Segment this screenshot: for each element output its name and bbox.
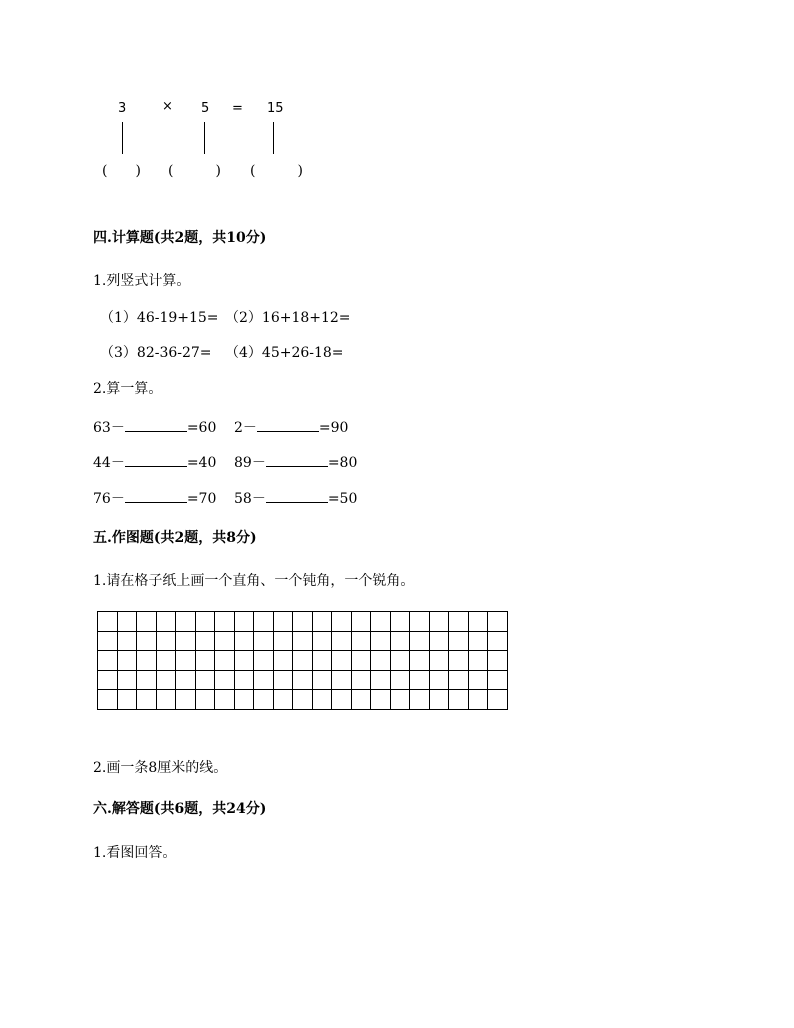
grid-cell[interactable]	[98, 612, 118, 632]
grid-cell[interactable]	[195, 651, 215, 671]
grid-cell[interactable]	[98, 631, 118, 651]
grid-cell[interactable]	[371, 690, 391, 710]
calc-item-2: （2）16+18+12=	[225, 310, 351, 326]
grid-cell[interactable]	[234, 670, 254, 690]
fill-right: =80	[327, 455, 358, 471]
grid-cell[interactable]	[312, 690, 332, 710]
factor-a: 3	[118, 101, 127, 116]
grid-row	[98, 612, 508, 632]
grid-cell[interactable]	[410, 631, 430, 651]
grid-cell[interactable]	[117, 690, 137, 710]
grid-cell[interactable]	[234, 651, 254, 671]
grid-cell[interactable]	[371, 631, 391, 651]
grid-cell[interactable]	[449, 612, 469, 632]
grid-cell[interactable]	[117, 670, 137, 690]
grid-cell[interactable]	[273, 651, 293, 671]
grid-cell[interactable]	[312, 670, 332, 690]
grid-cell[interactable]	[137, 651, 157, 671]
answer-paren-3[interactable]: ( )	[250, 163, 303, 179]
section4-heading: 四.计算题(共2题，共10分)	[93, 230, 267, 246]
grid-cell[interactable]	[293, 690, 313, 710]
grid-cell[interactable]	[468, 612, 488, 632]
grid-cell[interactable]	[254, 670, 274, 690]
grid-cell[interactable]	[254, 651, 274, 671]
answer-paren-2[interactable]: ( )	[168, 163, 221, 179]
grid-cell[interactable]	[468, 690, 488, 710]
grid-cell[interactable]	[410, 670, 430, 690]
calc-item-3: （3）82-36-27=	[100, 345, 212, 361]
grid-cell[interactable]	[488, 670, 508, 690]
grid-cell[interactable]	[273, 690, 293, 710]
grid-cell[interactable]	[215, 690, 235, 710]
grid-cell[interactable]	[351, 670, 371, 690]
fill-blank[interactable]	[125, 419, 187, 432]
section6-heading: 六.解答题(共6题，共24分)	[93, 801, 267, 817]
fill-blank[interactable]	[125, 454, 187, 467]
fill-left: 58－	[234, 491, 266, 507]
grid-cell[interactable]	[156, 651, 176, 671]
grid-cell[interactable]	[312, 612, 332, 632]
grid-cell[interactable]	[332, 690, 352, 710]
grid-cell[interactable]	[468, 651, 488, 671]
grid-cell[interactable]	[176, 670, 196, 690]
grid-cell[interactable]	[351, 690, 371, 710]
fill-item	[93, 490, 216, 506]
grid-cell[interactable]	[429, 690, 449, 710]
answer-paren-1[interactable]: ( )	[102, 163, 141, 179]
grid-cell[interactable]	[371, 670, 391, 690]
grid-cell[interactable]	[254, 631, 274, 651]
grid-cell[interactable]	[176, 631, 196, 651]
grid-cell[interactable]	[332, 612, 352, 632]
grid-cell[interactable]	[98, 690, 118, 710]
section4-q2-title: 2.算一算。	[93, 381, 163, 397]
fill-item	[93, 419, 216, 435]
fill-left: 76－	[93, 491, 125, 507]
fill-left: 89－	[234, 455, 266, 471]
fill-blank[interactable]	[257, 419, 319, 432]
grid-cell[interactable]	[195, 612, 215, 632]
section4-q1-title: 1.列竖式计算。	[93, 273, 191, 289]
factor-b: 5	[201, 101, 210, 116]
grid-cell[interactable]	[449, 690, 469, 710]
grid-cell[interactable]	[390, 612, 410, 632]
grid-cell[interactable]	[429, 631, 449, 651]
grid-cell[interactable]	[390, 690, 410, 710]
grid-cell[interactable]	[117, 631, 137, 651]
grid-cell[interactable]	[390, 631, 410, 651]
grid-cell[interactable]	[117, 651, 137, 671]
grid-cell[interactable]	[371, 651, 391, 671]
grid-cell[interactable]	[137, 631, 157, 651]
section6-q1: 1.看图回答。	[93, 845, 177, 861]
connector-line-b	[204, 122, 205, 154]
grid-cell[interactable]	[488, 631, 508, 651]
grid-cell[interactable]	[176, 612, 196, 632]
times-sign: ×	[162, 99, 173, 114]
grid-row	[98, 670, 508, 690]
grid-cell[interactable]	[176, 651, 196, 671]
product-c: 15	[267, 101, 284, 116]
grid-paper[interactable]	[97, 611, 508, 710]
grid-cell[interactable]	[254, 690, 274, 710]
section5-q1: 1.请在格子纸上画一个直角、一个钝角，一个锐角。	[93, 573, 415, 589]
grid-cell[interactable]	[195, 690, 215, 710]
grid-cell[interactable]	[156, 631, 176, 651]
grid-cell[interactable]	[332, 670, 352, 690]
grid-cell[interactable]	[488, 651, 508, 671]
grid-cell[interactable]	[215, 612, 235, 632]
fill-blank[interactable]	[266, 454, 328, 467]
grid-cell[interactable]	[98, 651, 118, 671]
grid-cell[interactable]	[312, 651, 332, 671]
grid-cell[interactable]	[293, 670, 313, 690]
grid-cell[interactable]	[156, 612, 176, 632]
fill-item	[234, 419, 348, 435]
grid-cell[interactable]	[293, 612, 313, 632]
grid-cell[interactable]	[488, 612, 508, 632]
fill-item	[234, 490, 357, 506]
fill-left: 63－	[93, 420, 125, 436]
grid-cell[interactable]	[137, 670, 157, 690]
grid-cell[interactable]	[410, 690, 430, 710]
grid-cell[interactable]	[98, 670, 118, 690]
grid-cell[interactable]	[390, 670, 410, 690]
fill-blank[interactable]	[125, 490, 187, 503]
grid-cell[interactable]	[273, 631, 293, 651]
grid-cell[interactable]	[449, 670, 469, 690]
grid-cell[interactable]	[137, 690, 157, 710]
grid-cell[interactable]	[332, 631, 352, 651]
fill-right: =60	[186, 420, 217, 436]
grid-cell[interactable]	[215, 631, 235, 651]
grid-cell[interactable]	[390, 651, 410, 671]
grid-cell[interactable]	[312, 631, 332, 651]
grid-cell[interactable]	[273, 670, 293, 690]
fill-item	[234, 454, 357, 470]
grid-cell[interactable]	[429, 612, 449, 632]
grid-cell[interactable]	[332, 651, 352, 671]
grid-cell[interactable]	[234, 631, 254, 651]
grid-cell[interactable]	[273, 612, 293, 632]
grid-cell[interactable]	[156, 670, 176, 690]
grid-cell[interactable]	[215, 670, 235, 690]
calc-item-4: （4）45+26-18=	[225, 345, 344, 361]
fill-left: 2－	[234, 420, 257, 436]
grid-cell[interactable]	[429, 651, 449, 671]
fill-left: 44－	[93, 455, 125, 471]
connector-line-a	[122, 122, 123, 154]
grid-row	[98, 631, 508, 651]
grid-cell[interactable]	[195, 670, 215, 690]
grid-cell[interactable]	[429, 670, 449, 690]
grid-cell[interactable]	[117, 612, 137, 632]
grid-cell[interactable]	[449, 631, 469, 651]
section5-q2: 2.画一条8厘米的线。	[93, 760, 228, 776]
grid-cell[interactable]	[410, 651, 430, 671]
grid-cell[interactable]	[351, 651, 371, 671]
grid-cell[interactable]	[234, 612, 254, 632]
fill-right: =90	[318, 420, 349, 436]
grid-row	[98, 690, 508, 710]
grid-cell[interactable]	[351, 612, 371, 632]
calc-item-1: （1）46-19+15=	[100, 310, 219, 326]
section5-heading: 五.作图题(共2题，共8分)	[93, 530, 257, 546]
grid-cell[interactable]	[468, 670, 488, 690]
grid-cell[interactable]	[137, 612, 157, 632]
connector-line-c	[273, 122, 274, 154]
grid-cell[interactable]	[234, 690, 254, 710]
grid-cell[interactable]	[293, 631, 313, 651]
fill-item	[93, 454, 216, 470]
grid-cell[interactable]	[449, 651, 469, 671]
fill-right: =70	[186, 491, 217, 507]
grid-cell[interactable]	[468, 631, 488, 651]
grid-cell[interactable]	[254, 612, 274, 632]
grid-cell[interactable]	[351, 631, 371, 651]
grid-cell[interactable]	[176, 690, 196, 710]
grid-cell[interactable]	[293, 651, 313, 671]
equals-sign: =	[232, 101, 243, 116]
grid-cell[interactable]	[195, 631, 215, 651]
fill-blank[interactable]	[266, 490, 328, 503]
grid-cell[interactable]	[215, 651, 235, 671]
grid-row	[98, 651, 508, 671]
grid-cell[interactable]	[156, 690, 176, 710]
fill-right: =50	[327, 491, 358, 507]
grid-cell[interactable]	[371, 612, 391, 632]
fill-right: =40	[186, 455, 217, 471]
grid-cell[interactable]	[488, 690, 508, 710]
grid-cell[interactable]	[410, 612, 430, 632]
